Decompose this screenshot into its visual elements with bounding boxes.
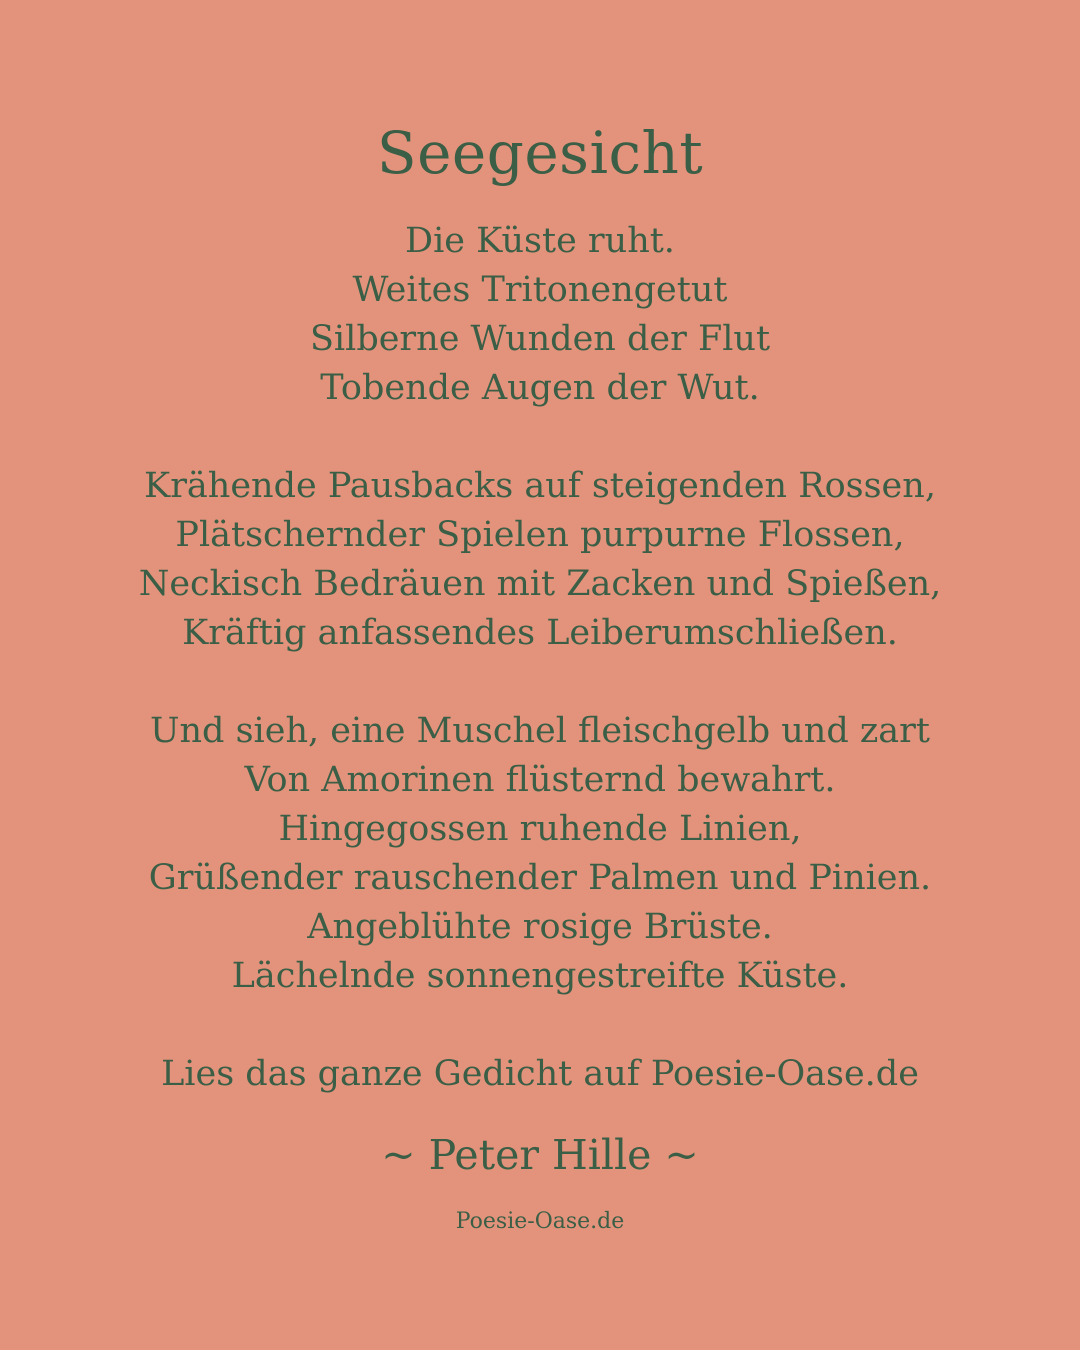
stanza-3: [0, 707, 1080, 1001]
poem-line: Plätschernder Spielen purpurne Flossen,: [175, 515, 905, 555]
poem-line: Und sieh, eine Muschel fleischgelb und zart: [150, 711, 930, 751]
poem-line: Die Küste ruht.: [405, 221, 675, 261]
poem-author: ~ Peter Hille ~: [381, 1131, 699, 1179]
poem-line: Krähende Pausbacks auf steigenden Rossen,: [144, 466, 936, 506]
stanza-1: [0, 217, 1080, 413]
poem-line: Hingegossen ruhende Linien,: [278, 809, 802, 849]
poem-line: Von Amorinen flüsternd bewahrt.: [244, 760, 836, 800]
poem-line: Grüßender rauschender Palmen und Pinien.: [148, 858, 932, 898]
poem-line: Lächelnde sonnengestreifte Küste.: [231, 956, 849, 996]
read-full-poem-text: Lies das ganze Gedicht auf Poesie-Oase.de: [161, 1054, 919, 1094]
poem-line: Tobende Augen der Wut.: [320, 368, 760, 408]
stanza-2: [0, 462, 1080, 658]
poem-line: Angeblühte rosige Brüste.: [307, 907, 773, 947]
poem-body: [0, 217, 1080, 1050]
site-watermark: Poesie-Oase.de: [455, 1209, 625, 1234]
poem-line: Weites Tritonengetut: [352, 270, 728, 310]
poem-line: Silberne Wunden der Flut: [309, 319, 771, 359]
poem-line: Neckisch Bedräuen mit Zacken und Spießen,: [138, 564, 942, 604]
poem-line: Kräftig anfassendes Leiberumschließen.: [182, 613, 898, 653]
poem-title: Seegesicht: [376, 119, 704, 187]
